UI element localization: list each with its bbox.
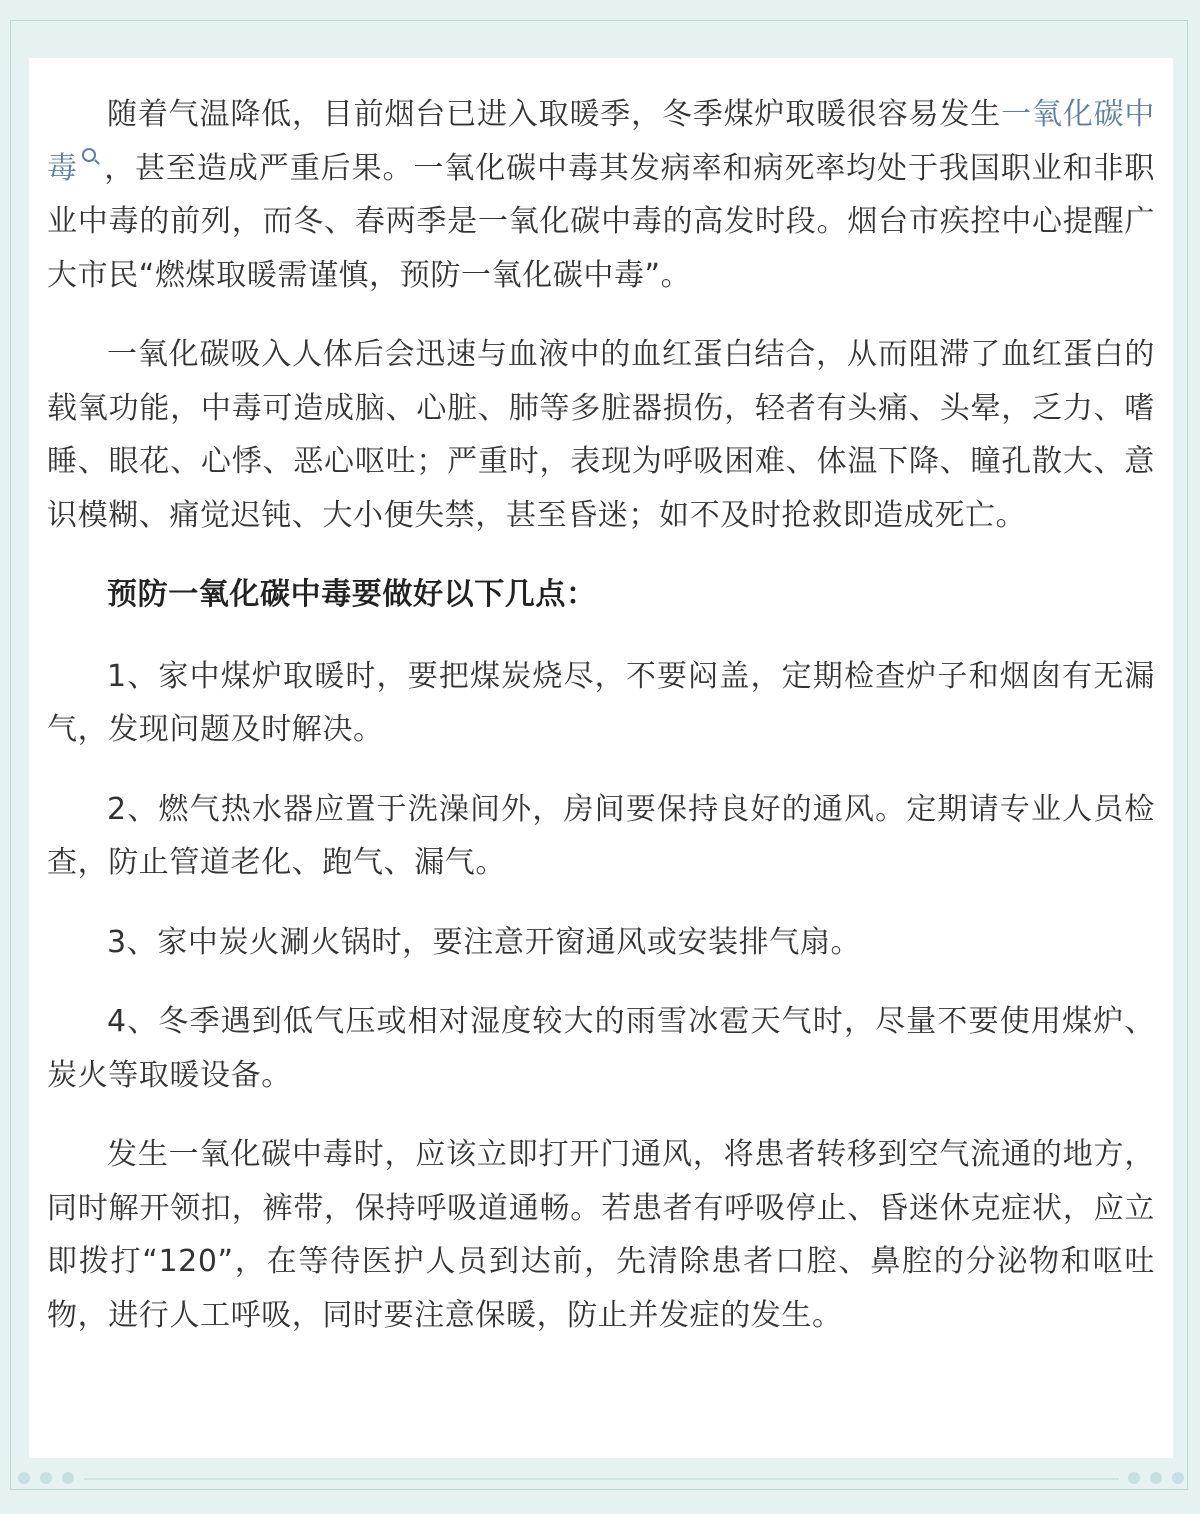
intro-paragraph: [47, 88, 1155, 302]
footer-dot: [1150, 1472, 1162, 1484]
prevention-heading: 预防一氧化碳中毒要做好以下几点：: [107, 577, 597, 612]
symptoms-paragraph: 一氧化碳吸入人体后会迅速与血液中的血红蛋白结合，从而阻滞了血红蛋白的载氧功能，中毒可造成脑、心脏、肺等多脏器损伤，轻者有头痛、头晕，乏力、嗜睡、眼花、心悸、恶心呕吐；严重时，表现为呼吸困难、体温下降、瞳孔散大、意识模糊、痛觉迟钝、大小便失禁，甚至昏迷；如不及时抢救即造成死亡。: [47, 337, 1155, 533]
article-card: [29, 58, 1173, 1458]
search-icon[interactable]: [82, 148, 96, 162]
footer-divider: [84, 1478, 1119, 1480]
footer-dot: [1128, 1472, 1140, 1484]
prevention-item-4: 4、冬季遇到低气压或相对湿度较大的雨雪冰雹天气时，尽量不要使用煤炉、炭火等取暖设备。: [47, 1004, 1155, 1093]
intro-text-start: 随着气温降低，目前烟台已进入取暖季，冬季煤炉取暖很容易发生: [107, 97, 1002, 132]
footer-dot: [18, 1472, 30, 1484]
first-aid-paragraph: 发生一氧化碳中毒时，应该立即打开门通风，将患者转移到空气流通的地方，同时解开领扣，裤带，保持呼吸道通畅。若患者有呼吸停止、昏迷休克症状，应立即拨打“120”，在等待医护人员到达前，先清除患者口腔、鼻腔的分泌物和呕吐物，进行人工呼吸，同时要注意保暖，防止并发症的发生。: [47, 1137, 1155, 1333]
footer-dot: [40, 1472, 52, 1484]
footer-dot: [62, 1472, 74, 1484]
intro-text-end: ，甚至造成严重后果。一氧化碳中毒其发病率和病死率均处于我国职业和非职业中毒的前列，而冬、春两季是一氧化碳中毒的高发时段。烟台市疾控中心提醒广大市民“燃煤取暖需谨慎，预防一氧化碳中毒”。: [47, 150, 1155, 293]
keyword-link[interactable]: 一氧化碳中毒: [47, 97, 1155, 186]
footer-decoration: [0, 1470, 1200, 1486]
prevention-item-2: 2、燃气热水器应置于洗澡间外，房间要保持良好的通风。定期请专业人员检查，防止管道老化、跑气、漏气。: [47, 791, 1155, 880]
footer-dot: [1172, 1472, 1184, 1484]
prevention-item-1: 1、家中煤炉取暖时，要把煤炭烧尽，不要闷盖，定期检查炉子和烟囱有无漏气，发现问题及时解决。: [47, 658, 1155, 747]
prevention-item-3: 3、家中炭火涮火锅时，要注意开窗通风或安装排气扇。: [107, 924, 862, 960]
